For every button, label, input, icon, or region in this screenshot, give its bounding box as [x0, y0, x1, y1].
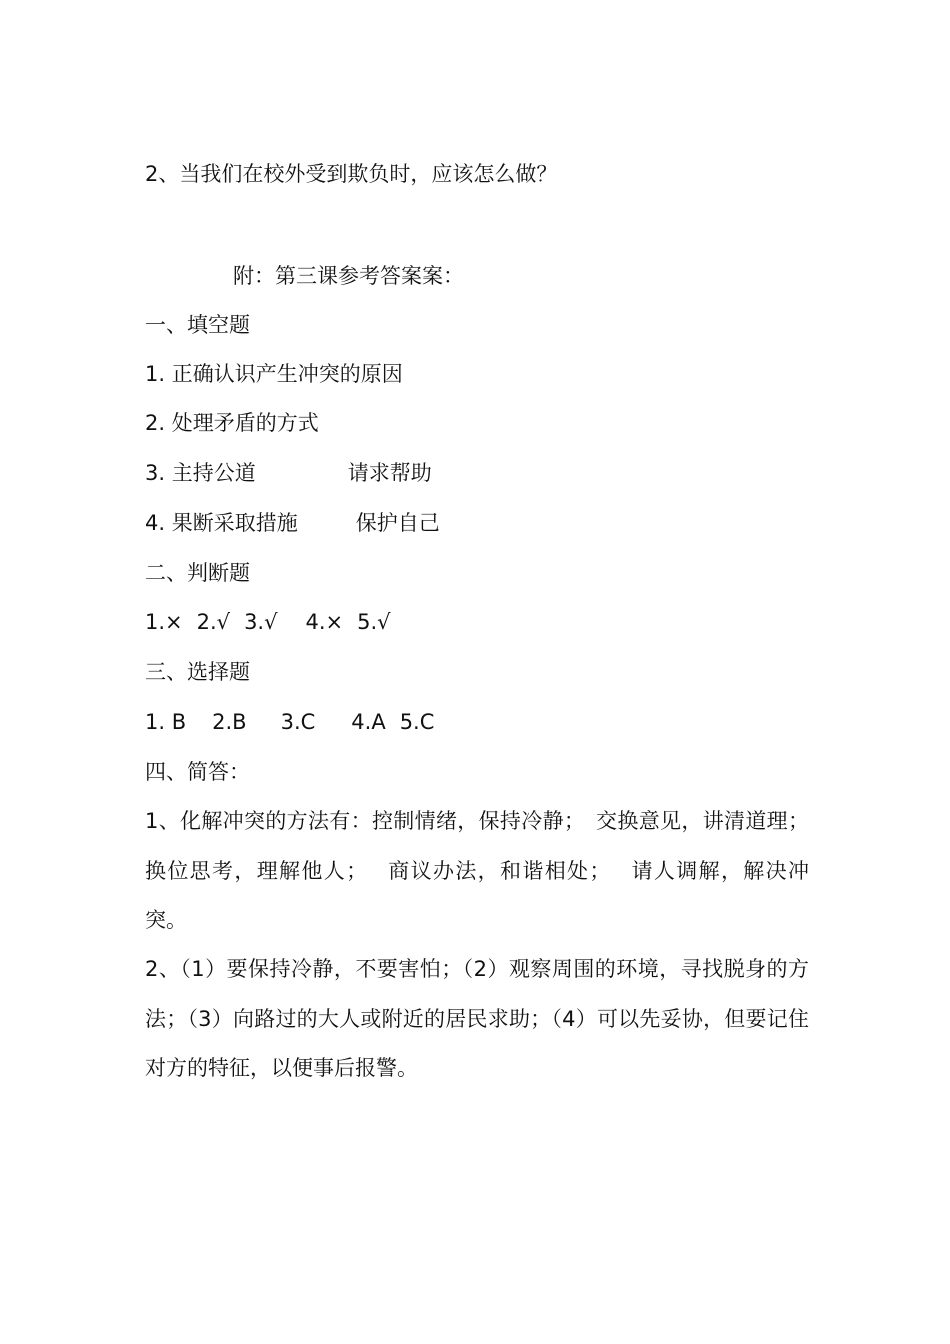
item-answer: 正确认识产生冲突的原因: [171, 362, 403, 386]
section-choice-title: 三、选择题: [145, 660, 250, 684]
item-answer: 果断采取措施: [171, 511, 298, 535]
section-fill-blank-title: 一、填空题: [145, 313, 250, 337]
choice-answers: [145, 707, 434, 737]
item-answer: 主持公道: [171, 461, 256, 485]
fill-blank-item: [145, 408, 319, 438]
fill-blank-item: [145, 508, 440, 538]
item-number: 3.: [145, 461, 166, 485]
choice-answer: 3.C: [280, 710, 316, 734]
short-answer-1: 1、化解冲突的方法有：控制情绪，保持冷静； 交换意见，讲清道理；换位思考，理解他人； 商议办法，和谐相处； 请人调解，解决冲突。: [145, 809, 809, 932]
item-answer-2: 保护自己: [355, 511, 440, 535]
choice-answer: 5.C: [399, 710, 435, 734]
question-2: 2、当我们在校外受到欺负时，应该怎么做？: [145, 162, 558, 186]
item-number: 2.: [145, 411, 166, 435]
judge-answer: 5.√: [357, 610, 391, 634]
choice-answer: 1. B: [145, 710, 187, 734]
appendix-title: 附：第三课参考答案案：: [233, 264, 464, 288]
item-answer-2: 请求帮助: [347, 461, 432, 485]
short-answer-2: 2、（1）要保持冷静，不要害怕；（2）观察周围的环境，寻找脱身的方法；（3）向路过的大人或附近的居民求助；（4）可以先妥协，但要记住对方的特征，以便事后报警。: [145, 957, 809, 1080]
judge-answer: 1.×: [145, 610, 183, 634]
judge-answer: 2.√: [196, 610, 231, 634]
choice-answer: 2.B: [212, 710, 247, 734]
section-short-answer-title: 四、简答：: [145, 760, 250, 784]
item-answer: 处理矛盾的方式: [171, 411, 319, 435]
fill-blank-item: [145, 458, 432, 488]
item-number: 4.: [145, 511, 166, 535]
choice-answer: 4.A: [351, 710, 386, 734]
item-number: 1.: [145, 362, 166, 386]
judge-answers: [145, 607, 391, 637]
fill-blank-item: [145, 359, 403, 389]
judge-answer: 3.√: [244, 610, 278, 634]
section-judge-title: 二、判断题: [145, 561, 250, 585]
judge-answer: 4.×: [305, 610, 344, 634]
